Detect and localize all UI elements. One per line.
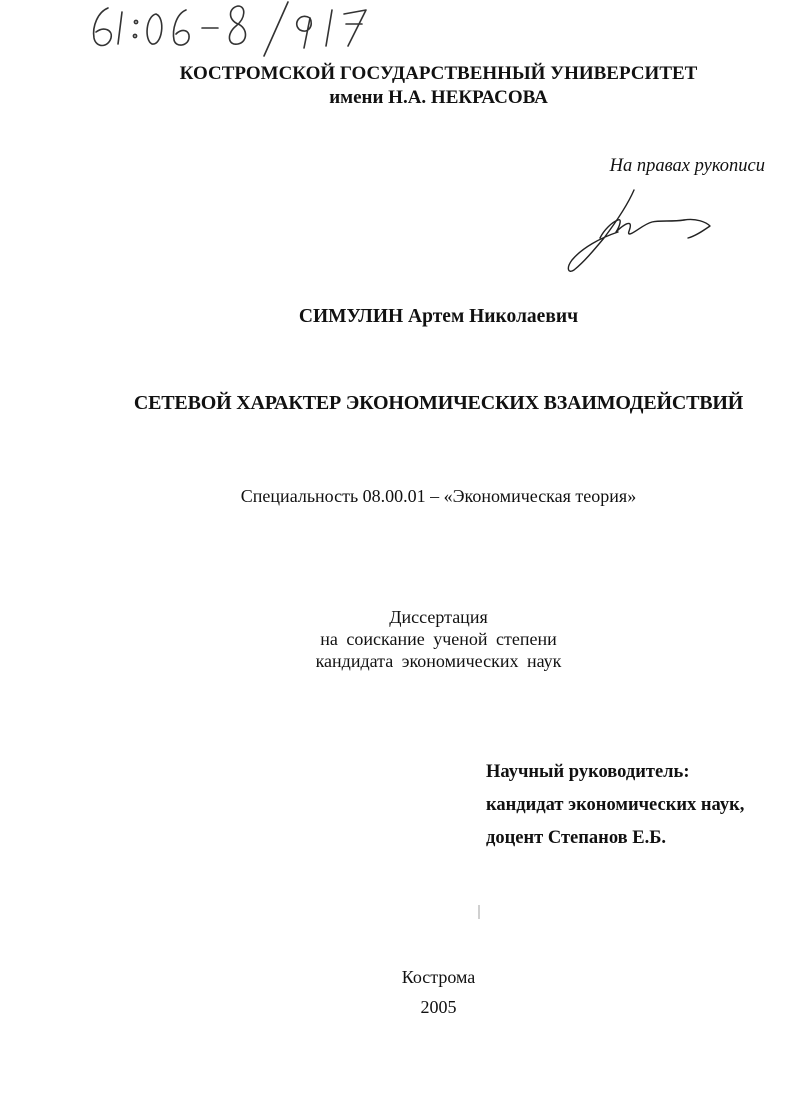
author-name: СИМУЛИН Артем Николаевич: [298, 306, 579, 327]
city-year-block: [0, 962, 797, 1022]
university-line-2: имени Н.А. НЕКРАСОВА: [329, 87, 548, 108]
university-name: [0, 62, 797, 110]
city: Кострома: [401, 967, 476, 987]
advisor-line-1: Научный руководитель:: [486, 762, 690, 782]
degree-line-2: на соискание ученой степени: [320, 629, 557, 649]
specialty: Специальность 08.00.01 – «Экономическая теория»: [240, 486, 637, 506]
manuscript-note: На правах рукописи: [609, 156, 765, 176]
university-line-1: КОСТРОМСКОЙ ГОСУДАРСТВЕННЫЙ УНИВЕРСИТЕТ: [179, 63, 698, 84]
degree-line-3: кандидата экономических наук: [315, 651, 562, 671]
advisor-line-2: кандидат экономических наук,: [486, 795, 745, 815]
advisor-block: [486, 756, 744, 855]
year: 2005: [420, 997, 457, 1017]
thesis-title: СЕТЕВОЙ ХАРАКТЕР ЭКОНОМИЧЕСКИХ ВЗАИМОДЕЙСТВИЙ: [133, 392, 744, 414]
degree-block: [0, 606, 797, 672]
advisor-line-3: доцент Степанов Е.Б.: [486, 828, 667, 848]
handwritten-catalog-number: [78, 0, 438, 58]
scan-mark: [478, 905, 480, 919]
signature: [560, 186, 720, 281]
degree-line-1: Диссертация: [389, 607, 488, 627]
